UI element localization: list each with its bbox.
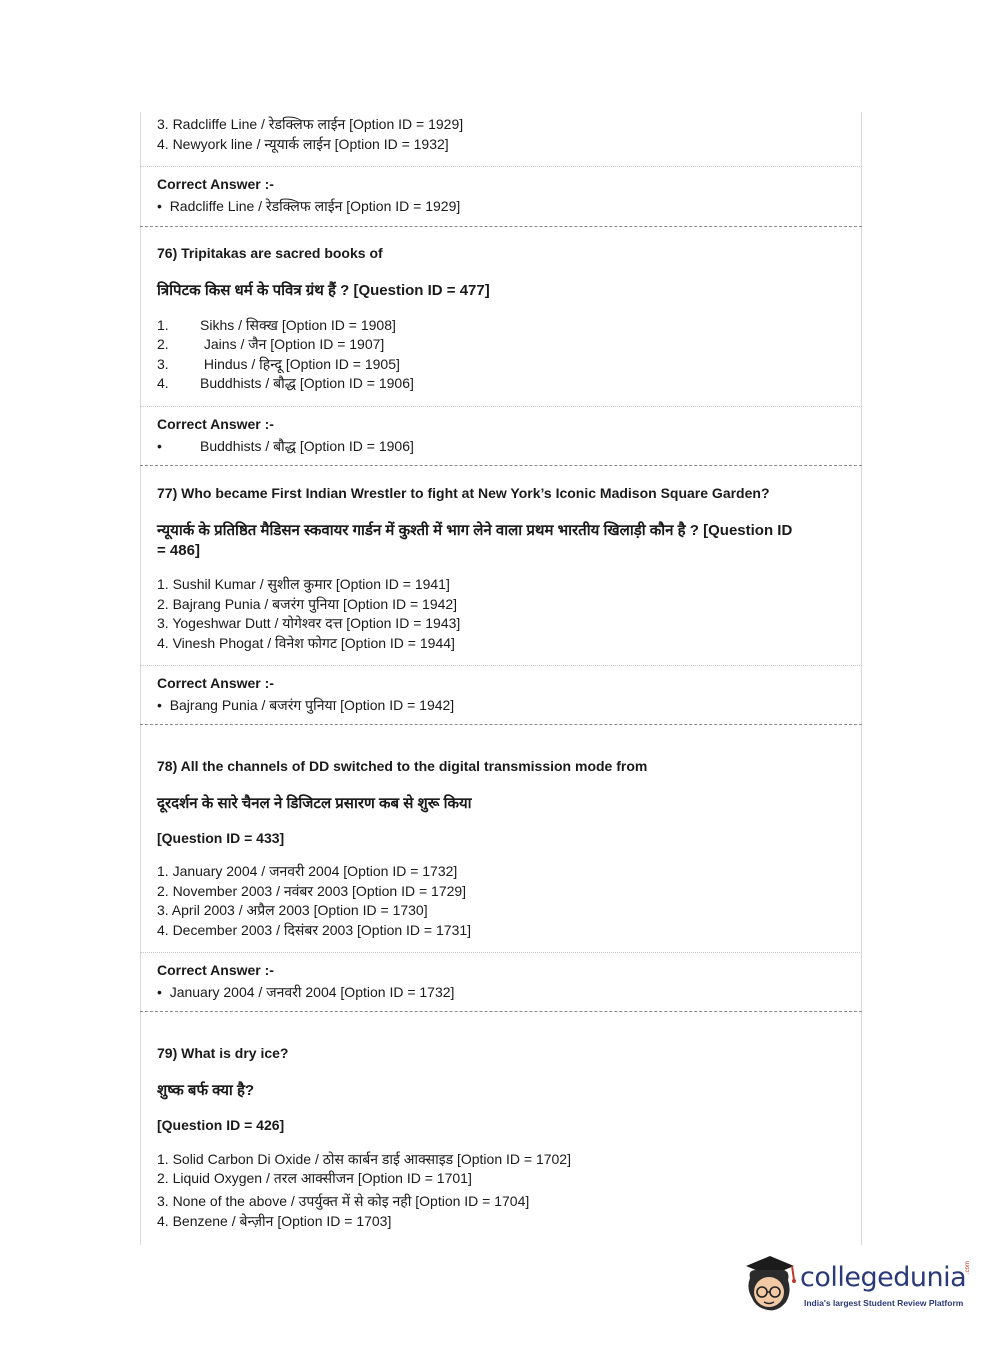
- correct-answer-q75: [157, 197, 460, 215]
- option-text: Sikhs / सिक्ख [Option ID = 1908]: [200, 317, 396, 333]
- answer-text: Bajrang Punia / बजरंग पुनिया [Option ID = 1942]: [169, 697, 455, 713]
- correct-answer-q76: [157, 437, 414, 455]
- option-q75-3: 3. Radcliffe Line / रेडक्लिफ लाईन [Option ID = 1929]: [157, 116, 464, 132]
- option-q76-1: [157, 316, 396, 334]
- bullet: •: [157, 198, 162, 214]
- correct-answer-label: Correct Answer :-: [157, 962, 274, 978]
- divider: [140, 406, 862, 407]
- question-separator: [140, 226, 862, 227]
- option-q79-1: 1. Solid Carbon Di Oxide / ठोस कार्बन डाई आक्साइड [Option ID = 1702]: [157, 1151, 571, 1167]
- correct-answer-label: Correct Answer :-: [157, 675, 274, 691]
- option-q78-3: 3. April 2003 / अप्रैल 2003 [Option ID = 1730]: [157, 902, 428, 918]
- question-76-hi: त्रिपिटक किस धर्म के पवित्र ग्रंथ हैं ? [Question ID = 477]: [157, 282, 490, 299]
- option-q76-3: [157, 355, 400, 373]
- option-number: 1.: [157, 317, 169, 333]
- answer-text: Buddhists / बौद्ध [Option ID = 1906]: [200, 438, 414, 454]
- option-q79-4: 4. Benzene / बेन्ज़ीन [Option ID = 1703]: [157, 1213, 392, 1229]
- question-79-id: [Question ID = 426]: [157, 1117, 285, 1133]
- question-79-en: 79) What is dry ice?: [157, 1045, 289, 1061]
- question-77-hi-line1: न्यूयार्क के प्रतिष्ठित मैडिसन स्कवायर गार्डन में कुश्ती में भाग लेने वाला प्रथम भारतीय खिलाड़ी कौन है ? [Question ID: [157, 522, 793, 539]
- mascot-icon: [742, 1252, 798, 1314]
- option-q77-4: 4. Vinesh Phogat / विनेश फोगट [Option ID = 1944]: [157, 635, 455, 651]
- correct-answer-label: Correct Answer :-: [157, 416, 274, 432]
- question-77-en: 77) Who became First Indian Wrestler to fight at New York’s Iconic Madison Square Garden?: [157, 485, 770, 501]
- option-q76-2: [157, 335, 384, 353]
- question-76-en: 76) Tripitakas are sacred books of: [157, 245, 383, 261]
- logo-wordmark: collegedunia: [800, 1262, 967, 1293]
- option-q77-1: 1. Sushil Kumar / सुशील कुमार [Option ID = 1941]: [157, 576, 450, 592]
- divider: [140, 166, 862, 167]
- question-78-en: 78) All the channels of DD switched to the digital transmission mode from: [157, 758, 648, 774]
- question-separator: [140, 465, 862, 466]
- bullet: •: [157, 438, 162, 454]
- option-q78-4: 4. December 2003 / दिसंबर 2003 [Option ID = 1731]: [157, 922, 472, 938]
- bullet: •: [157, 697, 162, 713]
- question-78-id: [Question ID = 433]: [157, 830, 285, 846]
- question-separator: [140, 724, 862, 725]
- logo-tagline: India's largest Student Review Platform: [804, 1298, 964, 1308]
- divider: [140, 665, 862, 666]
- option-q79-3: 3. None of the above / उपर्युक्त में से कोइ नही [Option ID = 1704]: [157, 1193, 530, 1209]
- option-text: Buddhists / बौद्ध [Option ID = 1906]: [200, 375, 414, 391]
- option-number: 2.: [157, 336, 169, 352]
- correct-answer-label: Correct Answer :-: [157, 176, 274, 192]
- question-77-hi-line2: = 486]: [157, 542, 200, 559]
- question-78-hi: दूरदर्शन के सारे चैनल ने डिजिटल प्रसारण कब से शुरू किया: [157, 795, 472, 812]
- option-text: Hindus / हिन्दू [Option ID = 1905]: [203, 356, 400, 372]
- question-separator: [140, 1011, 862, 1012]
- correct-answer-q77: [157, 696, 454, 714]
- question-79-hi: शुष्क बर्फ क्या है?: [157, 1082, 255, 1099]
- option-q78-2: 2. November 2003 / नवंबर 2003 [Option ID = 1729]: [157, 883, 467, 899]
- answer-text: January 2004 / जनवरी 2004 [Option ID = 1732]: [169, 984, 455, 1000]
- option-q75-4: 4. Newyork line / न्यूयार्क लाईन [Option ID = 1932]: [157, 136, 449, 152]
- option-q78-1: 1. January 2004 / जनवरी 2004 [Option ID = 1732]: [157, 863, 458, 879]
- option-q77-3: 3. Yogeshwar Dutt / योगेश्वर दत्त [Option ID = 1943]: [157, 615, 461, 631]
- option-q79-2: 2. Liquid Oxygen / तरल आक्सीजन [Option ID = 1701]: [157, 1170, 472, 1186]
- option-number: 4.: [157, 375, 169, 391]
- option-q77-2: 2. Bajrang Punia / बजरंग पुनिया [Option ID = 1942]: [157, 596, 458, 612]
- bullet: •: [157, 984, 162, 1000]
- option-text: Jains / जैन [Option ID = 1907]: [203, 336, 385, 352]
- logo-com: .com: [965, 1260, 971, 1274]
- collegedunia-logo: [742, 1252, 972, 1322]
- correct-answer-q78: [157, 983, 454, 1001]
- divider: [140, 952, 862, 953]
- option-number: 3.: [157, 356, 169, 372]
- option-q76-4: [157, 374, 414, 392]
- answer-text: Radcliffe Line / रेडक्लिफ लाईन [Option ID = 1929]: [169, 198, 461, 214]
